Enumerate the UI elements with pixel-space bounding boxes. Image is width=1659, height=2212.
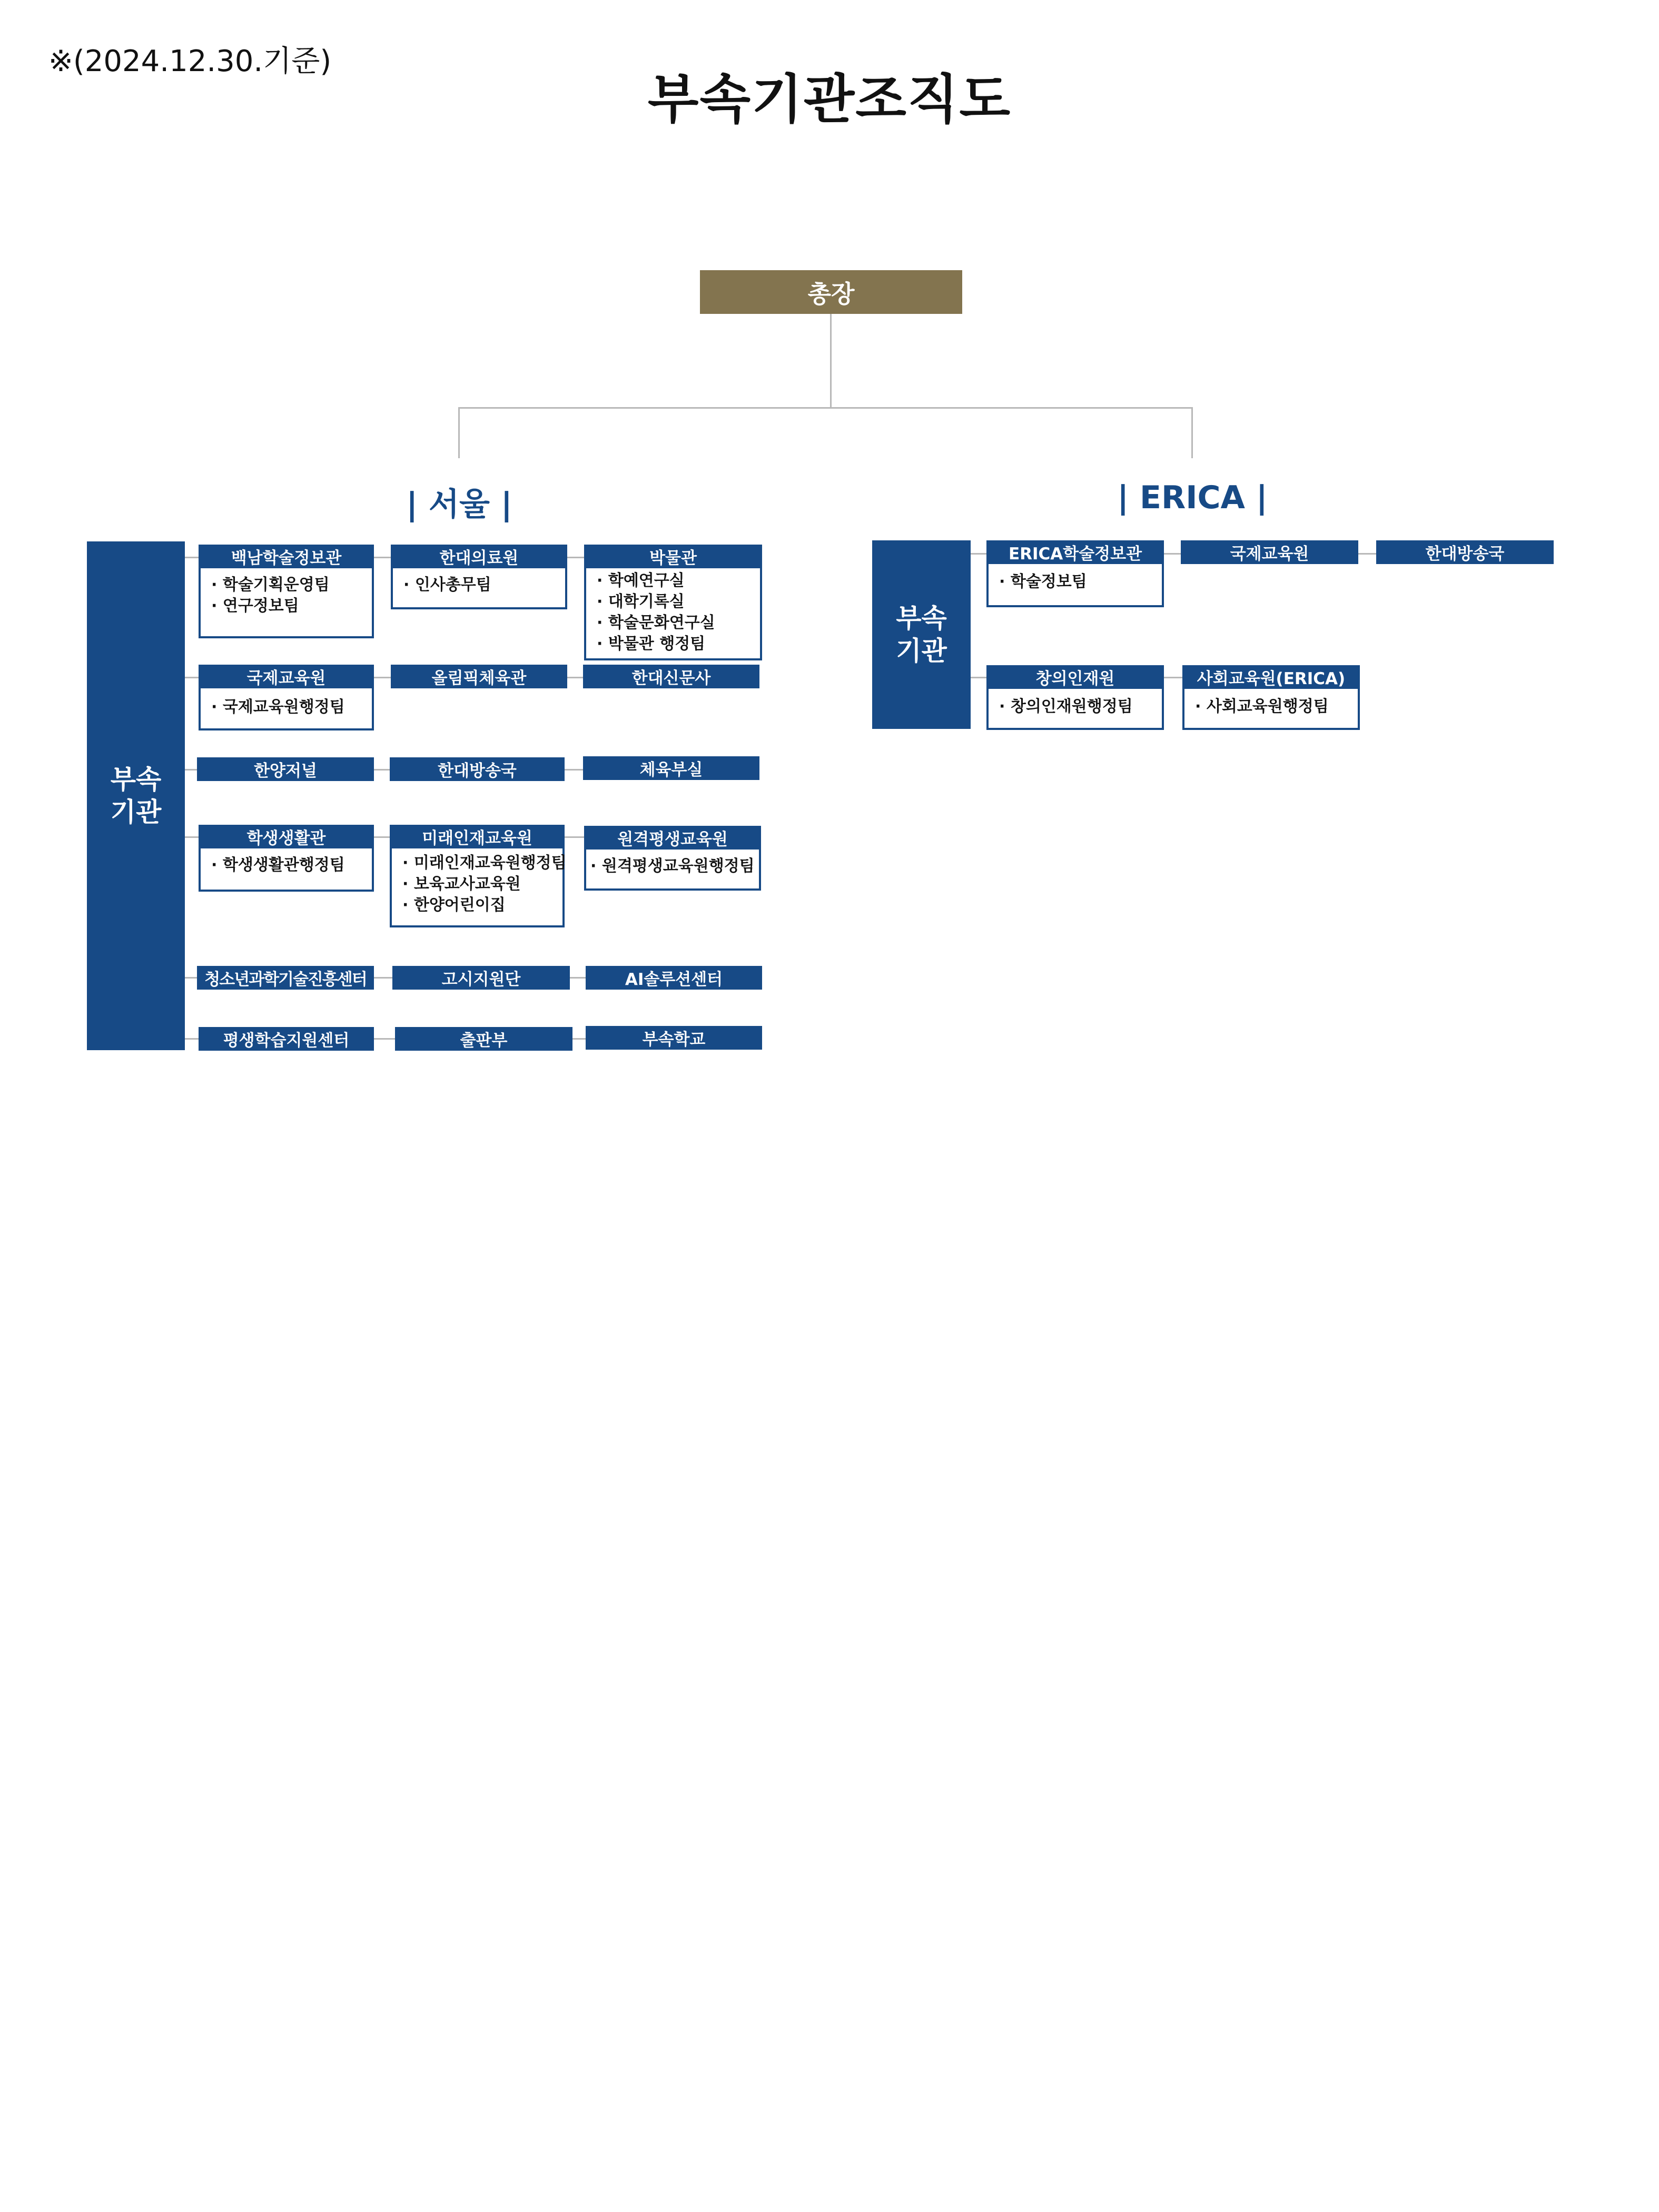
org-item: · 원격평생교육원행정팀 xyxy=(590,857,755,875)
connector-president-down xyxy=(830,314,832,409)
org-item: · 학예연구실 xyxy=(597,571,685,590)
org-youth-science-center xyxy=(197,966,374,990)
org-head: 창의인재원 xyxy=(986,665,1164,689)
connector-seoul-row1-c23 xyxy=(567,557,584,558)
connector-erica-row1-c12 xyxy=(1164,553,1181,555)
org-erica-international-education xyxy=(1181,540,1358,564)
org-bar-exam-support xyxy=(392,966,570,990)
org-head: 국제교육원 xyxy=(1181,540,1358,564)
org-baeknam-library xyxy=(199,545,374,638)
connector-seoul-row5-c12 xyxy=(374,977,392,979)
org-erica-broadcasting xyxy=(1376,540,1554,564)
connector-seoul-row2-c12 xyxy=(374,677,391,678)
org-head: 한대방송국 xyxy=(1376,540,1554,564)
org-erica-social-education xyxy=(1182,665,1360,730)
org-head: ERICA학술정보관 xyxy=(986,540,1164,564)
campus-label-seoul: | 서울 | xyxy=(406,486,512,523)
campus-label-erica: | ERICA | xyxy=(1117,479,1268,516)
org-body xyxy=(986,689,1164,730)
org-item: · 학술정보팀 xyxy=(999,572,1087,591)
org-item: · 학술기획운영팀 xyxy=(211,576,330,594)
org-item: · 박물관 행정팀 xyxy=(597,635,706,653)
org-body xyxy=(584,568,762,660)
connector-seoul-row4 xyxy=(185,836,199,838)
org-head: AI솔루션센터 xyxy=(586,966,762,990)
connector-seoul-down xyxy=(458,407,460,458)
org-athletics-office xyxy=(583,756,759,780)
org-node-president: 총장 xyxy=(700,270,962,314)
org-head: 올림픽체육관 xyxy=(391,665,567,688)
org-remote-lifelong-education xyxy=(584,826,761,891)
org-item: · 대학기록실 xyxy=(597,592,685,611)
org-head: 고시지원단 xyxy=(392,966,570,990)
org-head: 미래인재교육원 xyxy=(390,825,565,848)
org-hanyang-newspaper xyxy=(583,665,759,688)
connector-erica-row2 xyxy=(971,677,986,678)
org-broadcasting-seoul xyxy=(390,757,565,781)
org-olympic-gym xyxy=(391,665,567,688)
org-affiliated-schools xyxy=(586,1026,762,1050)
org-item: · 국제교육원행정팀 xyxy=(211,698,345,716)
org-hanyang-journal xyxy=(197,757,374,781)
sidebar-seoul-label: 부속 기관 xyxy=(110,764,162,827)
org-student-dormitory xyxy=(199,825,374,892)
connector-seoul-row2-c23 xyxy=(567,677,583,678)
connector-seoul-row5-c23 xyxy=(570,977,586,979)
connector-erica-down xyxy=(1191,407,1193,458)
org-lifelong-learning-center xyxy=(199,1027,374,1051)
org-publishing xyxy=(395,1027,572,1051)
org-head: 국제교육원 xyxy=(199,665,374,688)
org-head: 청소년과학기술진흥센터 xyxy=(197,966,374,990)
sidebar-erica-label: 부속 기관 xyxy=(896,603,947,666)
connector-erica-row1 xyxy=(971,553,986,555)
connector-seoul-row6 xyxy=(185,1038,199,1040)
org-head: 학생생활관 xyxy=(199,825,374,848)
org-item: · 미래인재교육원행정팀 xyxy=(402,854,567,872)
org-head: 평생학습지원센터 xyxy=(199,1027,374,1051)
org-head: 한대의료원 xyxy=(391,545,567,568)
reference-date-note: ※(2024.12.30.기준) xyxy=(48,44,332,78)
connector-seoul-row3-c12 xyxy=(374,769,390,771)
connector-erica-row1-c23 xyxy=(1358,553,1376,555)
connector-seoul-row6-c23 xyxy=(572,1038,586,1040)
org-item: · 보육교사교육원 xyxy=(402,875,521,893)
org-ai-solution-center xyxy=(586,966,762,990)
org-head: 출판부 xyxy=(395,1027,572,1051)
org-item: · 창의인재원행정팀 xyxy=(999,697,1133,716)
org-head: 부속학교 xyxy=(586,1026,762,1050)
org-item: · 학술문화연구실 xyxy=(597,614,715,632)
org-head: 한양저널 xyxy=(197,757,374,781)
org-erica-library xyxy=(986,540,1164,607)
sidebar-erica-affiliated xyxy=(872,540,971,729)
connector-seoul-row2 xyxy=(185,677,199,678)
org-body xyxy=(1182,689,1360,730)
org-body xyxy=(199,568,374,638)
org-international-education xyxy=(199,665,374,730)
org-item: · 한양어린이집 xyxy=(402,896,506,914)
org-item: · 연구정보팀 xyxy=(211,597,299,615)
connector-seoul-row6-c12 xyxy=(374,1038,395,1040)
connector-seoul-row3-c23 xyxy=(565,769,583,771)
org-body xyxy=(391,568,567,609)
org-head: 한대신문사 xyxy=(583,665,759,688)
org-head: 한대방송국 xyxy=(390,757,565,781)
org-head: 원격평생교육원 xyxy=(584,826,761,850)
connector-seoul-row1-c12 xyxy=(374,557,391,558)
org-body xyxy=(584,850,761,891)
connector-seoul-row4-c12 xyxy=(374,836,390,838)
org-item: · 인사총무팀 xyxy=(403,576,491,594)
connector-seoul-row1 xyxy=(185,557,199,558)
sidebar-seoul-affiliated xyxy=(87,541,185,1050)
org-item: · 학생생활관행정팀 xyxy=(211,856,345,874)
org-head: 체육부실 xyxy=(583,756,759,780)
org-body xyxy=(199,848,374,892)
connector-erica-row2-c12 xyxy=(1164,677,1182,678)
page-title: 부속기관조직도 xyxy=(647,68,1012,130)
org-erica-creative-talent xyxy=(986,665,1164,730)
org-body xyxy=(390,848,565,927)
org-head: 박물관 xyxy=(584,545,762,568)
connector-campus-horizontal xyxy=(458,407,1193,409)
org-head: 백남학술정보관 xyxy=(199,545,374,568)
org-body xyxy=(986,564,1164,607)
org-item: · 사회교육원행정팀 xyxy=(1195,697,1329,716)
org-head: 사회교육원(ERICA) xyxy=(1182,665,1360,689)
org-medical-center xyxy=(391,545,567,609)
org-future-talent-education xyxy=(390,825,565,927)
org-body xyxy=(199,688,374,730)
org-museum xyxy=(584,545,762,660)
connector-seoul-row4-c23 xyxy=(565,836,584,838)
